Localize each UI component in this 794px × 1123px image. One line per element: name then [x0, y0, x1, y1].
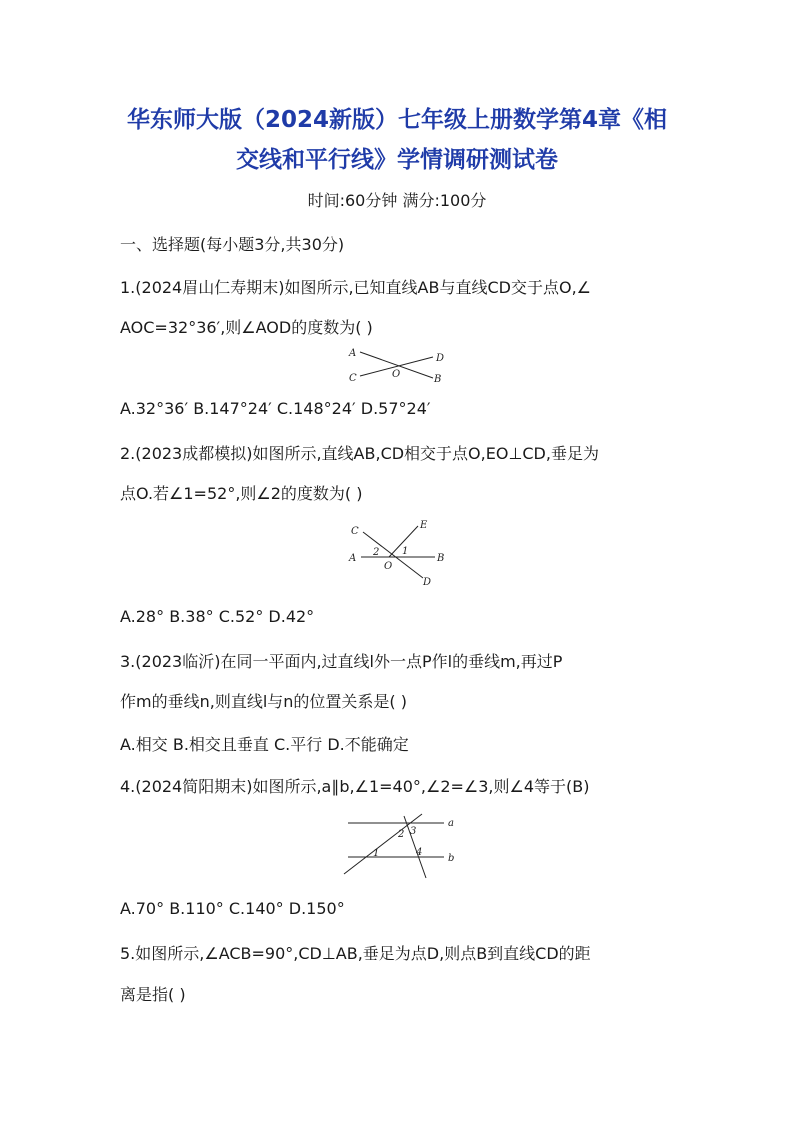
q4-label-3: 3 — [410, 826, 417, 837]
q1-stem-line2: AOC=32°36′,则∠AOD的度数为( ) — [120, 318, 373, 337]
q1-label-c: C — [349, 373, 357, 384]
q1-label-b: B — [434, 374, 442, 385]
q2-label-1: 1 — [402, 546, 409, 557]
exam-title-line-2: 交线和平行线》学情调研测试卷 — [236, 147, 558, 173]
q3-options: A.相交 B.相交且垂直 C.平行 D.不能确定 — [120, 735, 409, 754]
q2-label-a: A — [349, 553, 357, 564]
q1-options: A.32°36′ B.147°24′ C.148°24′ D.57°24′ — [120, 399, 431, 418]
q2-stem-line1: 2.(2023成都模拟)如图所示,直线AB,CD相交于点O,EO⊥CD,垂足为 — [120, 444, 599, 463]
q4-label-1: 1 — [373, 848, 380, 859]
q2-figure — [343, 518, 453, 588]
q1-stem-line1: 1.(2024眉山仁寿期末)如图所示,已知直线AB与直线CD交于点O,∠ — [120, 278, 591, 297]
q4-stem: 4.(2024简阳期末)如图所示,a∥b,∠1=40°,∠2=∠3,则∠4等于(B) — [120, 777, 590, 796]
exam-time-score: 时间:60分钟 满分:100分 — [307, 191, 487, 210]
exam-title-line-1: 华东师大版（2024新版）七年级上册数学第4章《相 — [126, 107, 668, 133]
q4-label-b: b — [448, 853, 455, 864]
q4-label-2: 2 — [398, 829, 405, 840]
q1-figure — [343, 344, 453, 386]
q4-figure — [340, 810, 460, 880]
q1-label-a: A — [349, 348, 357, 359]
q2-label-b: B — [437, 553, 445, 564]
q3-stem-line1: 3.(2023临沂)在同一平面内,过直线l外一点P作l的垂线m,再过P — [120, 652, 563, 671]
q1-label-o: O — [392, 369, 401, 380]
q5-stem-line2: 离是指( ) — [120, 985, 186, 1004]
q5-stem-line1: 5.如图所示,∠ACB=90°,CD⊥AB,垂足为点D,则点B到直线CD的距 — [120, 944, 591, 963]
q2-label-o: O — [384, 561, 393, 572]
line-cd — [363, 532, 423, 578]
section-heading: 一、选择题(每小题3分,共30分) — [120, 235, 345, 254]
q2-stem-line2: 点O.若∠1=52°,则∠2的度数为( ) — [120, 484, 363, 503]
q1-label-d: D — [436, 353, 445, 364]
q2-label-2: 2 — [373, 547, 380, 558]
q4-label-4: 4 — [416, 847, 423, 858]
q3-stem-line2: 作m的垂线n,则直线l与n的位置关系是( ) — [120, 692, 407, 711]
q2-label-e: E — [420, 520, 428, 531]
q4-options: A.70° B.110° C.140° D.150° — [120, 899, 345, 918]
q2-options: A.28° B.38° C.52° D.42° — [120, 607, 315, 626]
q2-label-d: D — [423, 577, 432, 588]
q4-label-a: a — [448, 818, 454, 829]
q2-label-c: C — [351, 526, 359, 537]
